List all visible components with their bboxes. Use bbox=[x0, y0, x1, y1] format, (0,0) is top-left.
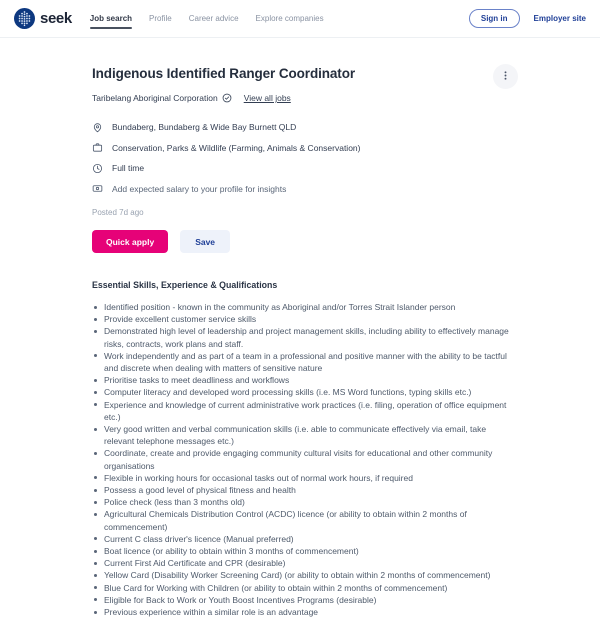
job-detail-page bbox=[92, 38, 518, 618]
job-detail-text: Add expected salary to your profile for insights bbox=[112, 183, 287, 194]
nav-item-job-search[interactable]: Job search bbox=[90, 0, 132, 37]
job-details-list bbox=[92, 117, 518, 199]
requirement-item: Identified position - known in the community as Aboriginal and/or Torres Strait Islander person bbox=[92, 301, 518, 313]
requirement-item: Work independently and as part of a team in a professional and positive manner with the ability to be tactful and discrete when dealing with matters of sensitive nature bbox=[92, 350, 518, 374]
requirement-item: Boat licence (or ability to obtain within 3 months of commencement) bbox=[92, 545, 518, 557]
clock-icon bbox=[92, 163, 103, 174]
location-pin-icon bbox=[92, 122, 103, 133]
requirement-item: Eligible for Back to Work or Youth Boost Incentives Programs (desirable) bbox=[92, 594, 518, 606]
requirement-item: Possess a good level of physical fitness and health bbox=[92, 484, 518, 496]
job-detail-text: Conservation, Parks & Wildlife (Farming, Animals & Conservation) bbox=[112, 142, 361, 153]
header-actions bbox=[469, 9, 586, 28]
job-detail-row bbox=[92, 138, 518, 159]
save-button[interactable]: Save bbox=[180, 230, 230, 253]
nav-item-explore-companies[interactable]: Explore companies bbox=[255, 14, 324, 23]
seek-logo[interactable] bbox=[14, 8, 72, 29]
job-description bbox=[92, 280, 518, 618]
top-navigation-bar bbox=[0, 0, 600, 38]
posted-date: Posted 7d ago bbox=[92, 208, 144, 217]
seek-logo-icon bbox=[14, 8, 35, 29]
kebab-menu-icon bbox=[500, 69, 511, 84]
requirement-item: Previous experience within a similar role is an advantage bbox=[92, 606, 518, 618]
job-title: Indigenous Identified Ranger Coordinator bbox=[92, 66, 356, 81]
quick-apply-button[interactable]: Quick apply bbox=[92, 230, 168, 253]
requirements-list bbox=[92, 301, 518, 618]
nav-item-career-advice[interactable]: Career advice bbox=[188, 14, 239, 23]
briefcase-icon bbox=[92, 142, 103, 153]
requirement-item: Police check (less than 3 months old) bbox=[92, 496, 518, 508]
nav-item-profile[interactable]: Profile bbox=[149, 14, 172, 23]
requirement-item: Current First Aid Certificate and CPR (desirable) bbox=[92, 557, 518, 569]
verified-badge-icon bbox=[222, 93, 232, 103]
job-detail-row bbox=[92, 117, 518, 138]
requirement-item: Experience and knowledge of current administrative work practices (i.e. filing, operation of office equipment etc.) bbox=[92, 399, 518, 423]
company-name[interactable]: Taribelang Aboriginal Corporation bbox=[92, 93, 218, 103]
requirement-item: Prioritise tasks to meet deadliness and workflows bbox=[92, 374, 518, 386]
more-options-button[interactable] bbox=[493, 64, 518, 89]
requirement-item: Blue Card for Working with Children (or ability to obtain within 2 months of commencement) bbox=[92, 582, 518, 594]
requirement-item: Current C class driver's licence (Manual preferred) bbox=[92, 533, 518, 545]
sign-in-button[interactable]: Sign in bbox=[469, 9, 520, 28]
requirement-item: Provide excellent customer service skills bbox=[92, 313, 518, 325]
requirement-item: Yellow Card (Disability Worker Screening Card) (or ability to obtain within 2 months of commencement) bbox=[92, 569, 518, 581]
seek-wordmark: seek bbox=[40, 10, 72, 27]
requirement-item: Demonstrated high level of leadership and project management skills, including ability to effectively manage risks, contracts, work plans and staff. bbox=[92, 325, 518, 349]
requirement-item: Agricultural Chemicals Distribution Control (ACDC) licence (or ability to obtain within 2 months of commencement) bbox=[92, 508, 518, 532]
main-nav bbox=[90, 0, 324, 37]
section-heading: Essential Skills, Experience & Qualifications bbox=[92, 280, 278, 290]
requirement-item: Computer literacy and developed word processing skills (i.e. MS Word functions, typing skills etc.) bbox=[92, 386, 518, 398]
job-detail-text: Full time bbox=[112, 163, 145, 174]
requirement-item: Flexible in working hours for occasional tasks out of normal work hours, if required bbox=[92, 472, 518, 484]
job-detail-text: Bundaberg, Bundaberg & Wide Bay Burnett QLD bbox=[112, 122, 297, 133]
salary-icon bbox=[92, 183, 103, 194]
job-detail-row bbox=[92, 179, 518, 200]
view-all-jobs-link[interactable]: View all jobs bbox=[243, 93, 291, 103]
job-detail-row bbox=[92, 158, 518, 179]
employer-site-link[interactable]: Employer site bbox=[533, 14, 586, 23]
requirement-item: Very good written and verbal communication skills (i.e. able to communicate effectively via email, take relevant telephone messages etc.) bbox=[92, 423, 518, 447]
requirement-item: Coordinate, create and provide engaging community cultural visits for educational and other community organisations bbox=[92, 447, 518, 471]
